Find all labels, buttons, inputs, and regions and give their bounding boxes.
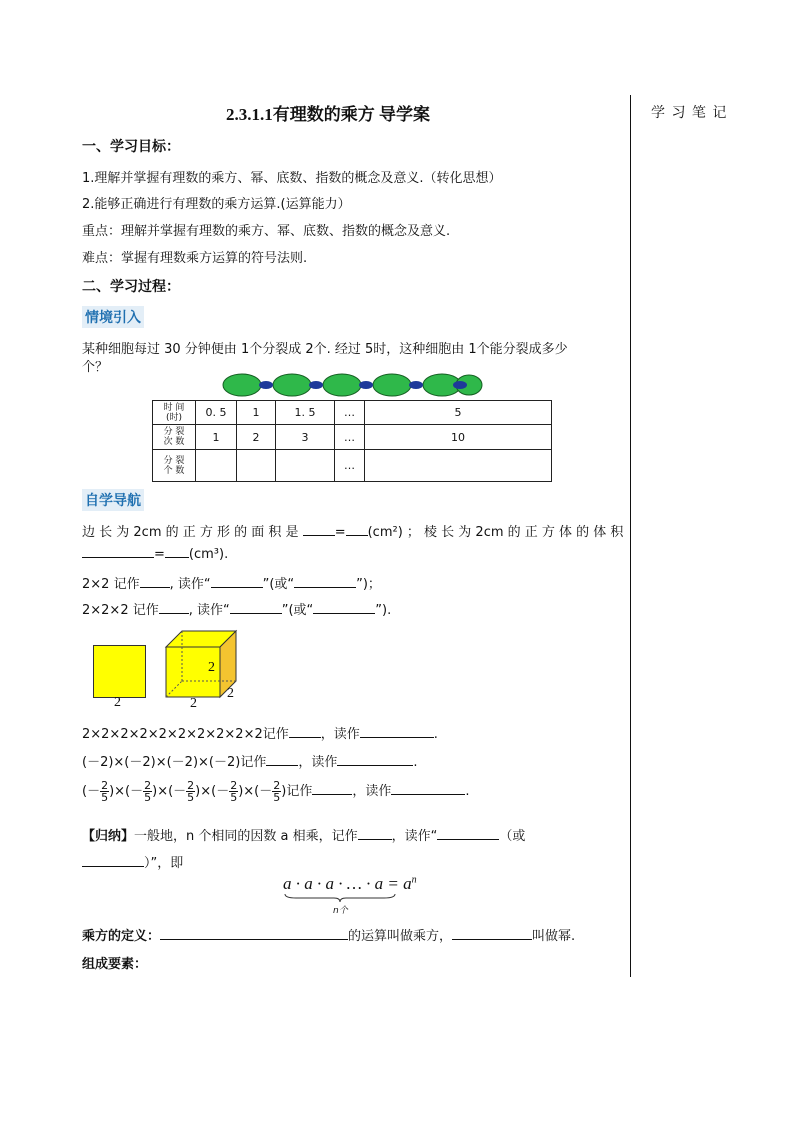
table-cell: 5 [365,401,552,425]
power-definition: 乘方的定义： 的运算叫做乘方， 叫做幂. [82,929,576,944]
exercise-3: (－ $\frac{2}{5}$ )×(－ $\frac{2}{5}$ )×(－ $\frac{2}{5}$ )×(－ $\frac{2}{5}$ )×(－ $\frac{2}{5}$ )记作 ，读作 . [82,779,470,804]
table-cell [237,450,276,482]
row-head-count: 分 裂 个 数 [153,450,196,482]
blank[interactable] [313,601,375,614]
difficulty: 难点：掌握有理数乘方运算的符号法则. [82,251,308,266]
blank[interactable] [82,854,144,867]
row-head-splits: 分 裂 次 数 [153,425,196,450]
scenario-tag: 情境引入 [82,306,144,328]
table-cell [276,450,335,482]
table-cell [365,450,552,482]
table-cell [196,450,237,482]
study-notes-label: 学 习 笔 记 [651,105,728,121]
table-cell: … [335,425,365,450]
induction-line-1: 【归纳】一般地，n 个相同的因数 a 相乘，记作 ，读作“ （或 [82,829,526,844]
area-volume-line: 边 长 为 2cm 的 正 方 形 的 面 积 是 = (cm²) ； 棱 长 为 2cm 的 正 方 体 的 体 积 [82,525,624,540]
fraction: $\frac{2}{5}$ [273,779,281,804]
section2-heading: 二、学习过程： [82,279,180,295]
underbrace [284,893,396,903]
cube-front-label: 2 [208,660,215,675]
problem-line-1: 某种细胞每过 30 分钟便由 1个分裂成 2个. 经过 5时，这种细胞由 1个能分裂成多少 [82,342,568,357]
square-notation-line: 2×2 记作 , 读作“ ”(或“ ”)； [82,577,381,592]
blank[interactable] [437,827,499,840]
fraction: $\frac{2}{5}$ [230,779,238,804]
blank[interactable] [159,601,189,614]
cube-side-label: 2 [227,686,234,701]
notes-divider [630,95,631,977]
blank[interactable] [391,782,465,795]
blank[interactable] [160,927,348,940]
fraction: $\frac{2}{5}$ [101,779,109,804]
blank[interactable] [360,725,434,738]
blank[interactable] [358,827,392,840]
table-cell: 10 [365,425,552,450]
page-title: 2.3.1.1有理数的乘方 导学案 [226,105,430,124]
table-cell: 2 [237,425,276,450]
cell-division-illustration [222,373,484,398]
square-side-label: 2 [114,695,121,710]
power-formula: a · a · a · … · $a = a^n$ [283,874,417,893]
table-cell: 1 [237,401,276,425]
fraction: $\frac{2}{5}$ [144,779,152,804]
blank[interactable] [346,523,368,536]
blank[interactable] [211,575,263,588]
self-study-tag: 自学导航 [82,489,144,511]
blank[interactable] [303,523,335,536]
cube-bottom-label: 2 [190,696,197,711]
blank[interactable] [140,575,170,588]
cell-division-table [152,400,552,482]
exercise-1: 2×2×2×2×2×2×2×2×2×2记作 ，读作 . [82,727,438,742]
table-cell: 1 [196,425,237,450]
row-head-time: 时 间 (时) [153,401,196,425]
table-cell: … [335,401,365,425]
n-factors-label: n个 [333,906,348,916]
fraction: $\frac{2}{5}$ [187,779,195,804]
table-cell: 0. 5 [196,401,237,425]
section1-heading: 一、学习目标： [82,139,180,155]
blank[interactable] [266,753,298,766]
blank[interactable] [337,753,413,766]
goal-1: 1.理解并掌握有理数的乘方、幂、底数、指数的概念及意义.（转化思想） [82,171,502,186]
exercise-2: (－2)×(－2)×(－2)×(－2)记作 ，读作 . [82,755,418,770]
components-label: 组成要素： [82,957,148,972]
cube-notation-line: 2×2×2 记作 , 读作“ ”(或“ ”). [82,603,392,618]
blank[interactable] [312,782,352,795]
table-cell: 1. 5 [276,401,335,425]
key-point: 重点：理解并掌握有理数的乘方、幂、底数、指数的概念及意义. [82,224,451,239]
blank[interactable] [452,927,532,940]
blank[interactable] [82,545,154,558]
blank[interactable] [165,545,189,558]
square-figure [93,645,146,698]
blank[interactable] [294,575,356,588]
table-cell: … [335,450,365,482]
blank[interactable] [230,601,282,614]
volume-line: = (cm³). [82,545,228,562]
induction-line-2: ）”，即 [82,852,183,871]
table-cell: 3 [276,425,335,450]
goal-2: 2.能够正确进行有理数的乘方运算.(运算能力） [82,197,351,212]
problem-line-2: 个？ [82,360,109,375]
blank[interactable] [289,725,321,738]
